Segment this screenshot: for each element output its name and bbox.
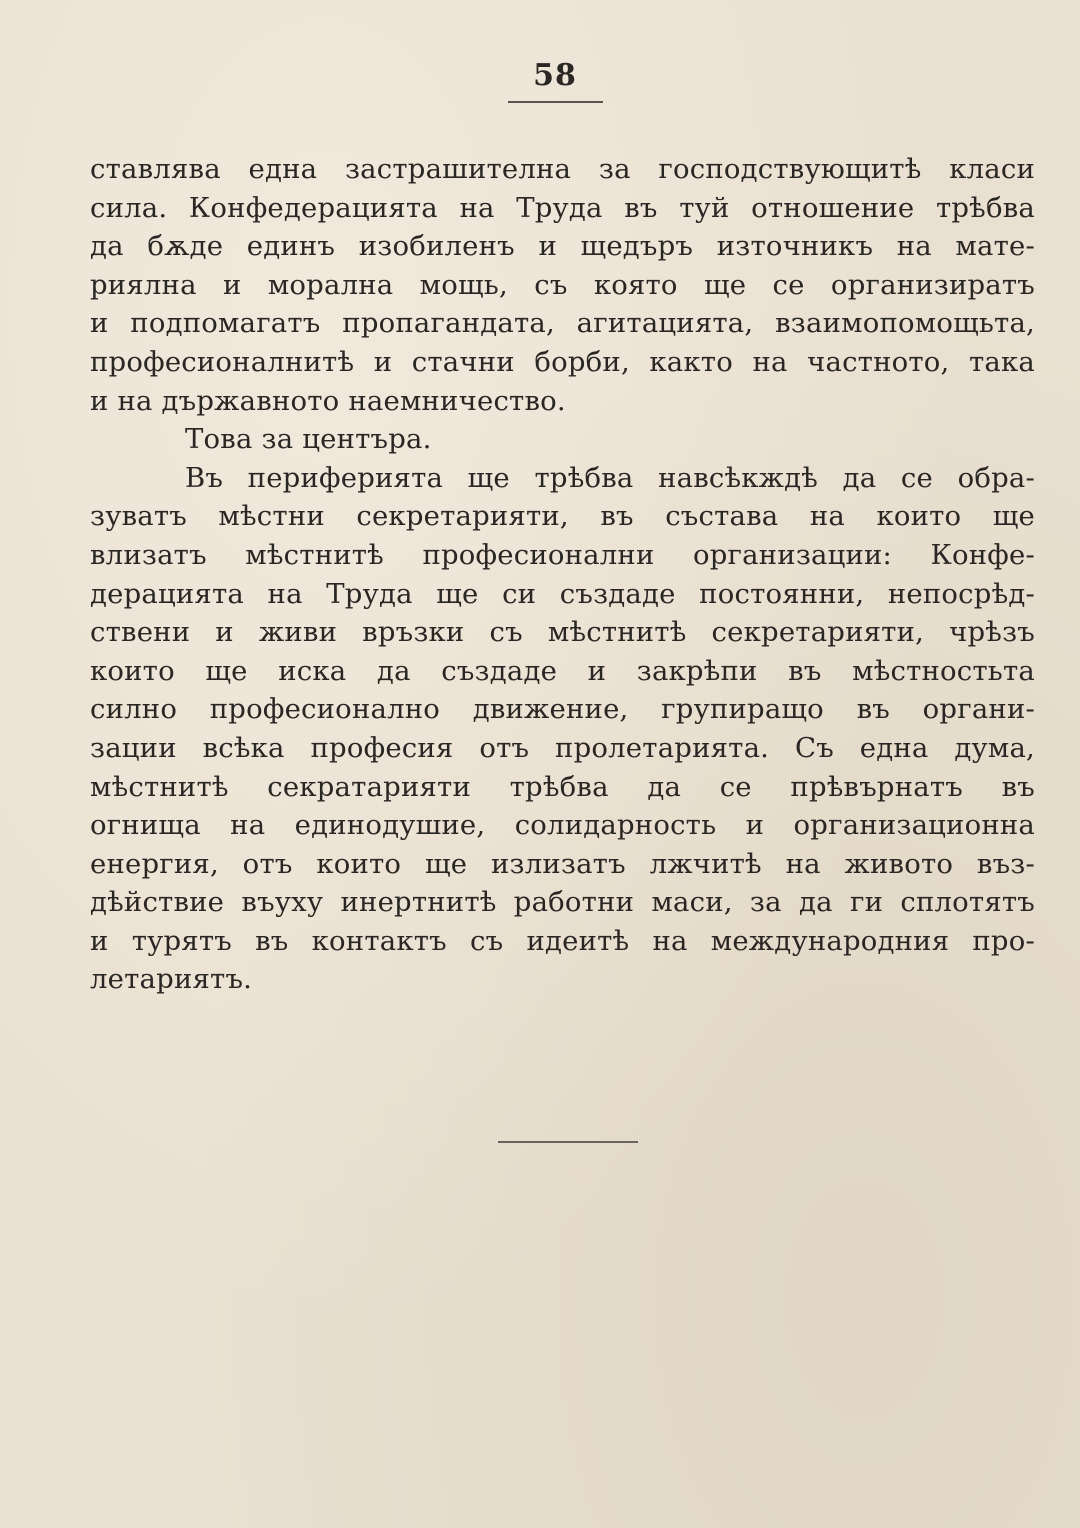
header-rule (508, 101, 603, 103)
page-number: 58 (533, 58, 577, 93)
text-line: професионалнитѣ и стачни борби, както на частното, така (90, 345, 1035, 378)
text-line: силно професионално движение, групиращо въ органи- (90, 693, 1035, 726)
text-line: дѣйствие въуху инертнитѣ работни маси, за да ги сплотятъ (90, 886, 1035, 919)
text-line: ствени и живи връзки съ мѣстнитѣ секретарияти, чрѣзъ (90, 616, 1035, 649)
text-line: енергия, отъ които ще излизатъ лжчитѣ на живото въз- (90, 847, 1035, 880)
text-line: и турятъ въ контактъ съ идеитѣ на международния про- (90, 924, 1035, 957)
text-line: огнища на единодушие, солидарность и организационна (90, 809, 1035, 842)
text-line: сила. Конфедерацията на Труда въ туй отношение трѣбва (90, 191, 1035, 224)
text-line: летариятъ. (90, 963, 253, 996)
text-line: които ще иска да създаде и закрѣпи въ мѣстностьта (90, 654, 1035, 687)
text-line: мѣстнитѣ секратарияти трѣбва да се прѣвърнатъ въ (90, 770, 1035, 803)
text-line: и на държавното наемничество. (90, 384, 566, 417)
text-line: дерацията на Труда ще си създаде постоянни, непосрѣд- (90, 577, 1035, 610)
text-line: Това за центъра. (185, 423, 432, 456)
text-line: зации всѣка професия отъ пролетарията. Съ една дума, (90, 731, 1035, 764)
section-end-rule (498, 1141, 638, 1143)
text-line: и подпомагатъ пропагандата, агитацията, взаимопомощьта, (90, 307, 1035, 340)
text-line: да бѫде единъ изобиленъ и щедъръ източникъ на мате- (90, 230, 1035, 263)
text-line: влизатъ мѣстнитѣ професионални организации: Конфе- (90, 538, 1035, 571)
text-line: ставлява една застрашителна за господствующитѣ класи (90, 153, 1035, 185)
text-line: Въ периферията ще трѣбва навсѣкждѣ да се обра- (185, 461, 1035, 494)
body-text (90, 150, 1035, 999)
text-line: риялна и морална мощь, съ която ще се организиратъ (90, 268, 1035, 301)
text-line: зуватъ мѣстни секретарияти, въ състава на които ще (90, 500, 1035, 533)
